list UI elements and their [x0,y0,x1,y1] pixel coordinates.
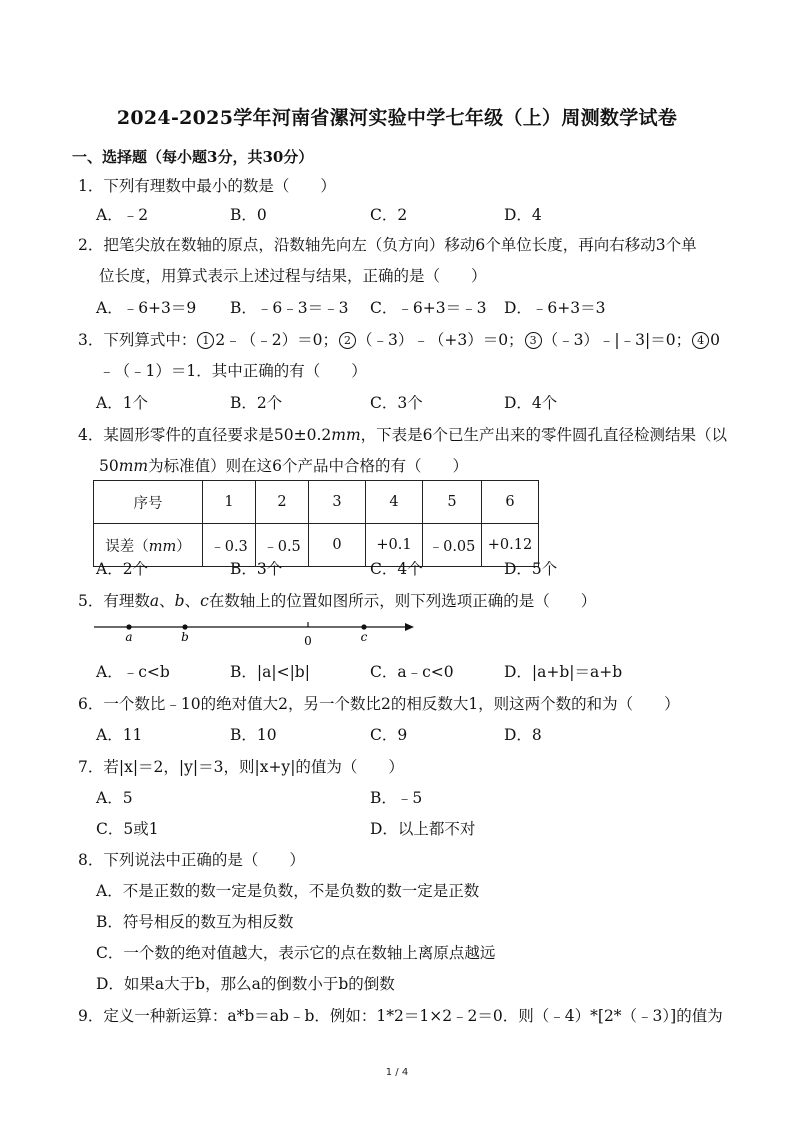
q6-option-c: C．9 [370,726,408,744]
point-b [182,624,187,629]
q8-option-b: B．符号相反的数互为相反数 [96,913,294,931]
q3-option-c: C．3个 [370,394,423,412]
q4-option-d: D．5个 [504,560,558,578]
q6-option-d: D．8 [504,726,542,744]
question-3-line-1: 3．下列算式中： 1 2﹣（﹣2）＝0； 2 （﹣3）﹣（+3）＝0； 3 （﹣3）﹣|﹣3|＝0； 4 0 [78,331,720,349]
question-2-line-1: 2．把笔尖放在数轴的原点，沿数轴先向左（负方向）移动6个单位长度，再向右移动3个单 [78,236,697,254]
circled-2: 2 [339,332,356,349]
table-cell: 0 [309,524,366,567]
question-5: 5．有理数a、b、c在数轴上的位置如图所示，则下列选项正确的是（ ） [78,592,597,610]
table-cell: 误差（mm） [94,524,203,567]
table-cell: 1 [203,481,256,524]
table-cell: ﹣0.5 [256,524,309,567]
table-cell: 3 [309,481,366,524]
question-7: 7．若|x|＝2，|y|＝3，则|x+y|的值为（ ） [78,758,404,776]
q5-option-d: D．|a+b|＝a+b [504,663,623,681]
q5-option-c: C．a﹣c<0 [370,663,454,681]
circled-4: 4 [692,332,709,349]
axis-label-c: c [360,630,368,644]
q4-option-c: C．4个 [370,560,423,578]
q4-option-a: A．2个 [96,560,149,578]
table-cell: ﹣0.05 [423,524,482,567]
q2-option-b: B．﹣6﹣3＝﹣3 [230,299,349,317]
q8-option-c: C．一个数的绝对值越大，表示它的点在数轴上离原点越远 [96,944,496,962]
table-cell: 6 [482,481,539,524]
point-a [126,624,131,629]
table-row [94,524,539,567]
question-2-line-2: 位长度，用算式表示上述过程与结果，正确的是（ ） [99,267,487,285]
number-line [90,616,420,650]
section-heading: 一、选择题（每小题3分，共30分） [72,148,314,166]
q1-option-b: B．0 [230,206,267,224]
q8-option-d: D．如果a大于b，那么a的倒数小于b的倒数 [96,975,395,993]
table-cell: +0.12 [482,524,539,567]
q1-option-a: A．﹣2 [96,206,149,224]
q1-option-d: D．4 [504,206,542,224]
q5-option-b: B．|a|<|b| [230,663,310,681]
question-6: 6．一个数比﹣10的绝对值大2，另一个数比2的相反数大1，则这两个数的和为（ ） [78,695,680,713]
page-title: 2024-2025学年河南省漯河实验中学七年级（上）周测数学试卷 [116,107,678,129]
table-cell: +0.1 [366,524,423,567]
circled-1: 1 [197,332,214,349]
q2-option-d: D．﹣6+3＝3 [504,299,606,317]
page-number: 1 / 4 [385,1067,409,1078]
question-3-line-2: ﹣（﹣1）＝1．其中正确的有（ ） [99,362,367,380]
question-8: 8．下列说法中正确的是（ ） [78,851,305,869]
question-9: 9．定义一种新运算：a*b＝ab﹣b．例如：1*2＝1×2﹣2＝0．则（﹣4）*[2*（﹣3）]的值为 [78,1007,723,1025]
table-cell: ﹣0.3 [203,524,256,567]
point-c [361,624,366,629]
q6-option-b: B．10 [230,726,277,744]
q7-option-d: D．以上都不对 [370,820,476,838]
axis-label-b: b [181,630,189,644]
q3-option-b: B．2个 [230,394,283,412]
q8-option-a: A．不是正数的数一定是负数，不是负数的数一定是正数 [96,882,480,900]
table-cell: 4 [366,481,423,524]
axis-label-zero: 0 [304,634,312,648]
question-4-line-1: 4．某圆形零件的直径要求是50±0.2mm，下表是6个已生产出来的零件圆孔直径检测结果（以 [78,426,728,444]
table-cell: 2 [256,481,309,524]
table-cell: 序号 [94,481,203,524]
question-1: 1．下列有理数中最小的数是（ ） [78,177,336,195]
q2-option-c: C．﹣6+3＝﹣3 [370,299,487,317]
q1-option-c: C．2 [370,206,408,224]
q3-option-d: D．4个 [504,394,558,412]
circled-3: 3 [525,332,542,349]
q4-option-b: B．3个 [230,560,283,578]
q3-option-a: A．1个 [96,394,149,412]
table-row [94,481,539,524]
table-cell: 5 [423,481,482,524]
q7-option-a: A．5 [96,789,133,807]
q4-table [93,480,539,567]
q7-option-c: C．5或1 [96,820,159,838]
q6-option-a: A．11 [96,726,143,744]
axis-label-a: a [125,630,133,644]
q2-option-a: A．﹣6+3＝9 [96,299,197,317]
q5-option-a: A．﹣c<b [96,663,170,681]
question-4-line-2: 50mm为标准值）则在这6个产品中合格的有（ ） [99,457,469,475]
q7-option-b: B．﹣5 [370,789,423,807]
